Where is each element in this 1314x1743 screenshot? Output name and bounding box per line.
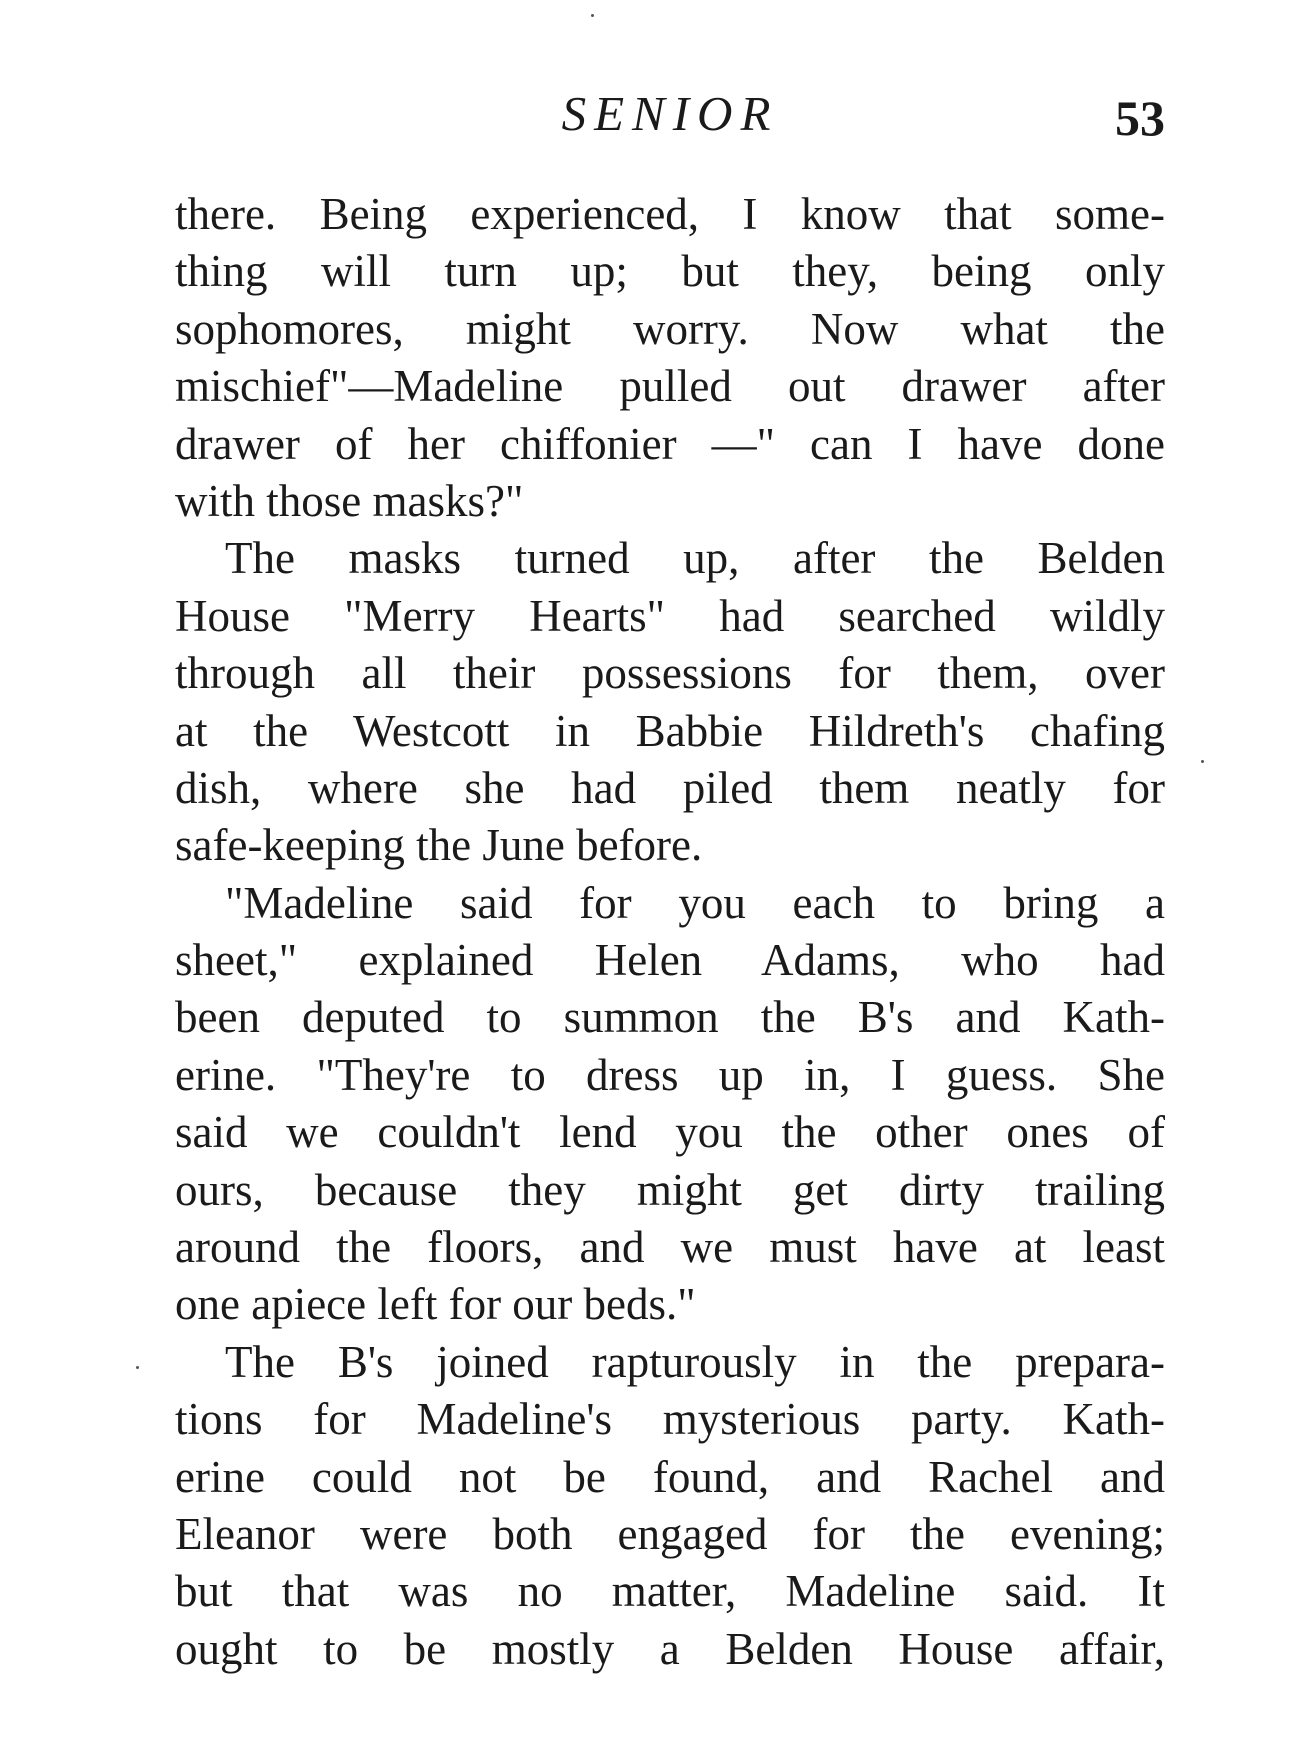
text-line: mischief"—Madeline pulled out drawer after [175, 361, 1165, 412]
running-head [175, 85, 1165, 155]
text-line: safe-keeping the June before. [175, 820, 703, 871]
paragraph-3 [175, 875, 1165, 1334]
text-line: sophomores, might worry. Now what the [175, 303, 1165, 354]
text-line: with those masks?" [175, 475, 524, 526]
text-line: there. Being experienced, I know that some- [175, 189, 1165, 239]
text-line: tions for Madeline's mysterious party. Kath- [175, 1394, 1165, 1445]
text-line: dish, where she had piled them neatly for [175, 762, 1165, 813]
text-line: but that was no matter, Madeline said. It [175, 1566, 1165, 1617]
paragraph-1 [175, 186, 1165, 530]
text-line: sheet," explained Helen Adams, who had [175, 935, 1165, 986]
running-title: SENIOR [561, 86, 779, 141]
text-line: thing will turn up; but they, being only [175, 246, 1165, 297]
print-speck [591, 14, 594, 17]
text-line: been deputed to summon the B's and Kath- [175, 992, 1165, 1043]
text-line: Eleanor were both engaged for the evening; [175, 1508, 1165, 1559]
text-line: at the Westcott in Babbie Hildreth's chafing [175, 705, 1165, 756]
text-line: erine. "They're to dress up in, I guess. She [175, 1049, 1165, 1100]
text-line: around the floors, and we must have at least [175, 1222, 1165, 1273]
text-line: drawer of her chiffonier —" can I have done [175, 418, 1165, 469]
text-line: ours, because they might get dirty trailing [175, 1164, 1165, 1215]
text-line: through all their possessions for them, over [175, 648, 1165, 699]
page-number: 53 [1115, 90, 1165, 146]
body-text [175, 186, 1165, 1678]
paragraph-2 [175, 530, 1165, 874]
print-speck [136, 1366, 139, 1369]
text-line: The masks turned up, after the Belden [225, 533, 1165, 584]
text-line: one apiece left for our beds." [175, 1279, 696, 1330]
text-line: The B's joined rapturously in the prepara- [225, 1336, 1165, 1387]
text-line: "Madeline said for you each to bring a [225, 877, 1165, 928]
text-line: said we couldn't lend you the other ones of [175, 1107, 1165, 1158]
text-line: House "Merry Hearts" had searched wildly [175, 590, 1165, 641]
print-speck [1201, 760, 1204, 763]
text-line: ought to be mostly a Belden House affair, [175, 1623, 1165, 1674]
paragraph-4 [175, 1334, 1165, 1678]
text-line: erine could not be found, and Rachel and [175, 1451, 1165, 1502]
